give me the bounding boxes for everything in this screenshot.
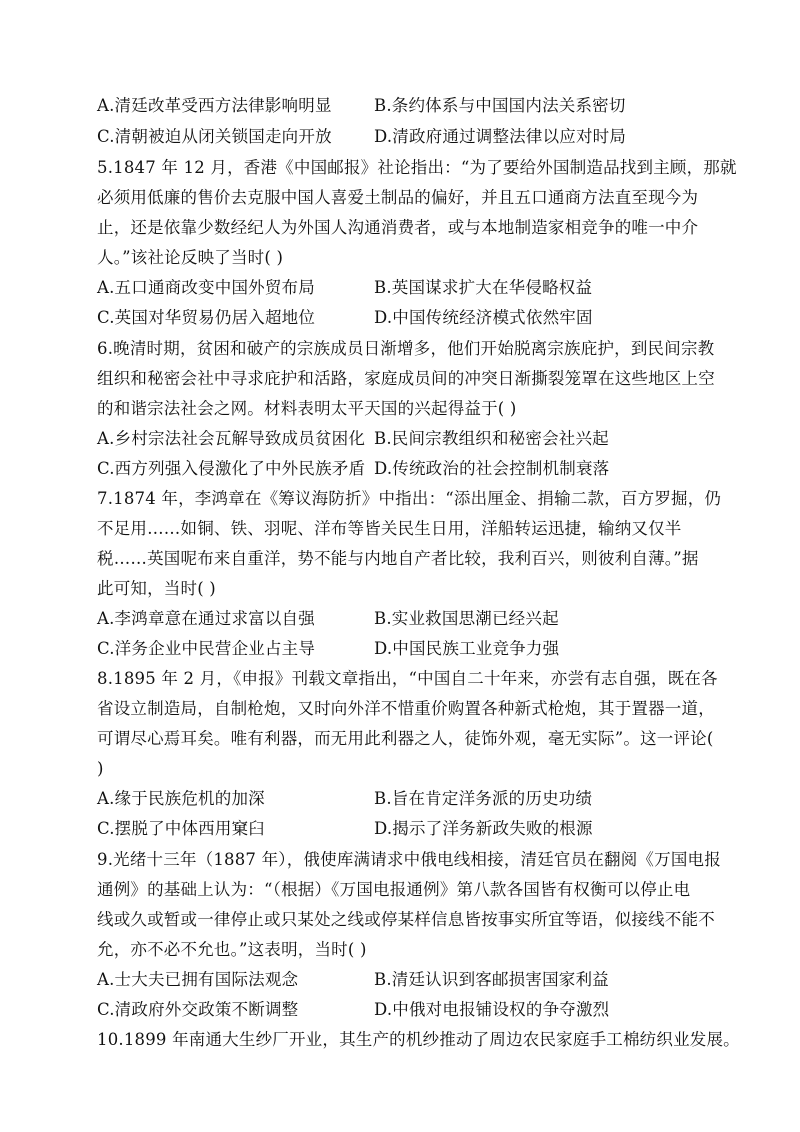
q5-stem-line: 人。”该社论反映了当时( ) [97,248,284,267]
q6-stem-line: 组织和秘密会社中寻求庇护和活路，家庭成员间的冲突日渐撕裂笼罩在这些地区上空 [97,369,715,388]
q10-stem-line: 10.1899 年南通大生纱厂开业，其生产的机纱推动了周边农民家庭手工棉纺织业发展。 [97,1030,740,1049]
q7-option-d: D.中国民族工业竞争力强 [374,639,560,658]
q9-option-c: C.清政府外交政策不断调整 [97,1000,299,1019]
q9-option-b: B.清廷认识到客邮损害国家利益 [374,970,609,989]
q8-option-c: C.摆脱了中体西用窠臼 [97,819,265,838]
q5-option-d: D.中国传统经济模式依然牢固 [374,308,593,327]
q5-option-a: A.五口通商改变中国外贸布局 [97,278,315,297]
q9-option-d: D.中俄对电报铺设权的争夺激烈 [374,1000,610,1019]
q8-stem-line: 可谓尽心焉耳矣。唯有利器，而无用此利器之人，徒饰外观，毫无实际”。这一评论( [97,729,714,748]
q6-stem-line: 6.晚清时期，贫困和破产的宗族成员日渐增多，他们开始脱离宗族庇护，到民间宗教 [97,339,715,358]
q7-stem-line: 不足用……如铜、铁、羽呢、洋布等皆关民生日用，洋船转运迅捷，输纳又仅半 [97,519,682,538]
q7-stem-line: 7.1874 年，李鸿章在《筹议海防折》中指出：“添出厘金、捐输二款，百方罗掘，仍 [97,489,722,508]
q8-option-d: D.揭示了洋务新政失败的根源 [374,819,593,838]
q8-option-b: B.旨在肯定洋务派的历史功绩 [374,789,593,808]
q8-stem-line: ) [97,759,104,778]
q7-stem-line: 此可知，当时( ) [97,579,216,598]
q6-option-a: A.乡村宗法社会瓦解导致成员贫困化 [97,429,366,448]
q9-option-a: A.士大夫已拥有国际法观念 [97,970,299,989]
q6-option-c: C.西方列强入侵激化了中外民族矛盾 [97,459,366,478]
q8-stem-line: 省设立制造局，自制枪炮，又时向外洋不惜重价购置各种新式枪炮，其于置器一道， [97,699,715,718]
q7-option-a: A.李鸿章意在通过求富以自强 [97,609,315,628]
q9-stem-line: 线或久或暂或一律停止或只某处之线或停某样信息皆按事实所宜等语，似接线不能不 [97,910,715,929]
q4-option-c: C.清朝被迫从闭关锁国走向开放 [97,127,332,146]
q9-stem-line: 允，亦不必不允也。”这表明，当时( ) [97,940,367,959]
q7-option-c: C.洋务企业中民营企业占主导 [97,639,316,658]
q5-option-c: C.英国对华贸易仍居入超地位 [97,308,316,327]
q4-option-a: A.清廷改革受西方法律影响明显 [97,96,332,115]
q8-option-a: A.缘于民族危机的加深 [97,789,265,808]
q9-stem-line: 9.光绪十三年（1887 年），俄使库满请求中俄电线相接，清廷官员在翻阅《万国电报 [97,850,721,869]
q4-option-b: B.条约体系与中国国内法关系密切 [374,96,626,115]
q6-stem-line: 的和谐宗法社会之网。材料表明太平天国的兴起得益于( ) [97,399,517,418]
q9-stem-line: 通例》的基础上认为：“（根据）《万国电报通例》第八款各国皆有权衡可以停止电 [97,880,691,899]
q4-option-d: D.清政府通过调整法律以应对时局 [374,127,627,146]
q5-stem-line: 必须用低廉的售价去克服中国人喜爱土制品的偏好，并且五口通商方法直至现今为 [97,188,699,207]
q7-option-b: B.实业救国思潮已经兴起 [374,609,559,628]
q5-stem-line: 5.1847 年 12 月，香港《中国邮报》社论指出：“为了要给外国制造品找到主顾，那就 [97,158,737,177]
q5-stem-line: 止，还是依靠少数经纪人为外国人沟通消费者，或与本地制造家相竞争的唯一中介 [97,218,699,237]
q6-option-d: D.传统政治的社会控制机制衰落 [374,459,610,478]
q6-option-b: B.民间宗教组织和秘密会社兴起 [374,429,609,448]
q8-stem-line: 8.1895 年 2 月，《申报》刊载文章指出，“中国自二十年来，亦尝有志自强，既在各 [97,669,718,688]
q7-stem-line: 税……英国呢布来自重洋，势不能与内地自产者比较，我利百兴，则彼利自薄。”据 [97,549,699,568]
q5-option-b: B.英国谋求扩大在华侵略权益 [374,278,593,297]
